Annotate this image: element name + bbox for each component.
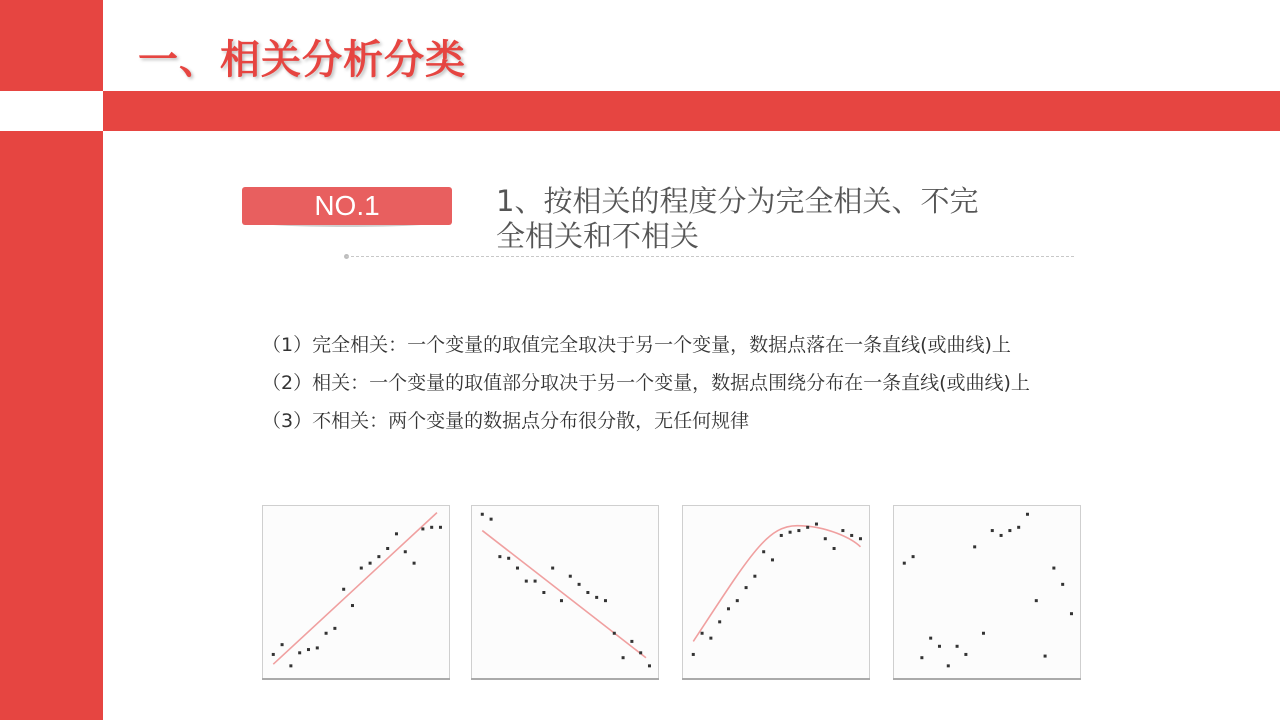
data-point xyxy=(1035,599,1038,602)
data-point xyxy=(973,545,976,548)
data-point xyxy=(481,513,484,516)
data-point xyxy=(586,591,589,594)
data-point xyxy=(525,580,528,583)
data-point xyxy=(369,562,372,565)
data-point xyxy=(604,599,607,602)
data-point xyxy=(613,632,616,635)
data-point xyxy=(377,555,380,558)
plot-frame xyxy=(894,506,1081,680)
data-point xyxy=(490,518,493,521)
data-point xyxy=(307,648,310,651)
data-point xyxy=(1052,567,1055,570)
data-point xyxy=(386,547,389,550)
data-point xyxy=(929,637,932,640)
data-point xyxy=(507,557,510,560)
top-accent-band xyxy=(103,91,1280,131)
data-point xyxy=(1044,655,1047,658)
data-point xyxy=(762,550,765,553)
section-badge xyxy=(242,187,452,225)
data-point xyxy=(534,580,537,583)
data-point xyxy=(797,529,800,532)
scatter-chart-random xyxy=(893,505,1081,680)
data-point xyxy=(648,664,651,667)
data-point xyxy=(938,645,941,648)
list-item-partial-correlation: （2）相关：一个变量的取值部分取决于另一个变量，数据点围绕分布在一条直线(或曲线)上 xyxy=(262,372,1030,394)
data-point xyxy=(351,604,354,607)
data-point xyxy=(325,632,328,635)
plot-frame xyxy=(263,506,450,680)
data-point xyxy=(542,591,545,594)
list-item-complete-correlation: （1）完全相关：一个变量的取值完全取决于另一个变量，数据点落在一条直线(或曲线)上 xyxy=(262,334,1011,356)
data-point xyxy=(630,640,633,643)
plot-frame xyxy=(472,506,659,680)
section-heading-line-2: 全相关和不相关 xyxy=(496,219,700,253)
scatter-chart-negative xyxy=(471,505,659,680)
data-point xyxy=(578,583,581,586)
data-point xyxy=(395,532,398,535)
list-item-no-correlation: （3）不相关：两个变量的数据点分布很分散，无任何规律 xyxy=(262,410,750,432)
data-point xyxy=(771,558,774,561)
data-point xyxy=(569,575,572,578)
data-point xyxy=(272,653,275,656)
data-point xyxy=(903,562,906,565)
data-point xyxy=(413,562,416,565)
scatter-panel-negative xyxy=(471,505,659,680)
data-point xyxy=(498,555,501,558)
data-point xyxy=(1061,583,1064,586)
data-point xyxy=(1070,612,1073,615)
data-point xyxy=(439,526,442,529)
data-point xyxy=(551,567,554,570)
data-point xyxy=(947,664,950,667)
section-heading xyxy=(496,184,1056,254)
data-point xyxy=(727,607,730,610)
data-point xyxy=(850,534,853,537)
data-point xyxy=(639,651,642,654)
data-point xyxy=(859,537,862,540)
data-point xyxy=(316,646,319,649)
data-point xyxy=(404,550,407,553)
page-title: 一、相关分析分类 xyxy=(138,37,466,83)
data-point xyxy=(516,567,519,570)
data-point xyxy=(753,575,756,578)
scatter-panel-random xyxy=(893,505,1081,680)
data-point xyxy=(780,534,783,537)
data-point xyxy=(298,651,301,654)
data-point xyxy=(430,526,433,529)
data-point xyxy=(841,529,844,532)
data-point xyxy=(815,523,818,526)
data-point xyxy=(342,588,345,591)
scatter-chart-curve xyxy=(682,505,870,680)
data-point xyxy=(421,527,424,530)
scatter-chart-positive xyxy=(262,505,450,680)
data-point xyxy=(1000,534,1003,537)
data-point xyxy=(789,531,792,534)
data-point xyxy=(718,620,721,623)
data-point xyxy=(1008,529,1011,532)
scatter-panel-positive xyxy=(262,505,450,680)
data-point xyxy=(982,632,985,635)
left-accent-bar-top xyxy=(0,0,103,91)
data-point xyxy=(912,555,915,558)
data-point xyxy=(956,645,959,648)
data-point xyxy=(806,526,809,529)
data-point xyxy=(692,653,695,656)
data-point xyxy=(991,529,994,532)
data-point xyxy=(736,599,739,602)
data-point xyxy=(622,656,625,659)
data-point xyxy=(281,643,284,646)
data-point xyxy=(595,596,598,599)
data-point xyxy=(824,537,827,540)
data-point xyxy=(964,653,967,656)
data-point xyxy=(701,632,704,635)
left-accent-bar-bottom xyxy=(0,131,103,720)
data-point xyxy=(289,664,292,667)
data-point xyxy=(1017,526,1020,529)
scatter-panel-curve xyxy=(682,505,870,680)
data-point xyxy=(709,637,712,640)
section-heading-line-1: 1、按相关的程度分为完全相关、不完 xyxy=(496,184,979,218)
data-point xyxy=(920,656,923,659)
dotted-divider xyxy=(346,256,1074,257)
data-point xyxy=(560,599,563,602)
data-point xyxy=(745,586,748,589)
data-point xyxy=(833,547,836,550)
data-point xyxy=(333,627,336,630)
badge-label: NO.1 xyxy=(242,187,452,225)
data-point xyxy=(360,567,363,570)
data-point xyxy=(1026,513,1029,516)
